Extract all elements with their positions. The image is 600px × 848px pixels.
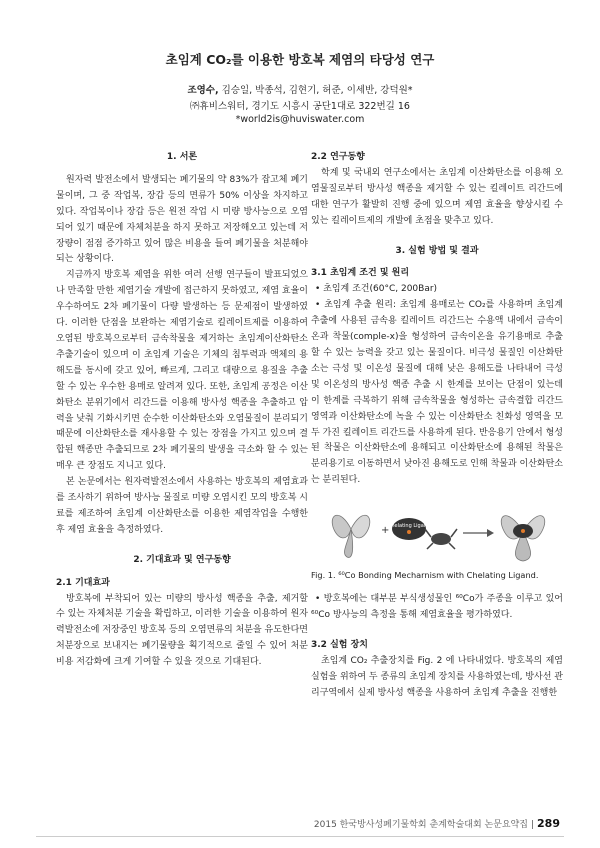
crab-complex-icon — [425, 529, 457, 549]
paragraph: 본 논문에서는 원자력발전소에서 사용하는 방호복의 제염효과를 조사하기 위하여 방사능 물질로 미량 오염시킨 모의 방호복 시료를 제조하여 초임계 이산화탄소를 이용한 제염작업을 수행한 후 제염 효율을 측정하였다. — [56, 477, 308, 535]
paragraph: 방호복에 부착되어 있는 미량의 방사성 핵종을 추출, 제거할 수 있는 자체처분 기술을 확립하고, 이러한 기술을 이용하여 원자력발전소에 저장중인 방호복 등의 오염면류의 처분을 유도한다면 처분장으로 보내지는 폐기물량을 획기적으로 줄일 수 있어 처분비용 저감화에 크게 기여할 수 있을 것으로 기대된다. — [56, 593, 308, 668]
footer-rule — [36, 836, 564, 837]
bullet-item: • 초임계 추출 원리: 초임계 용매로는 CO₂를 사용하며 초임계 추출에 사용된 금속용 킬레이트 리간드는 수용액 내에서 금속이온과 착물(comple-x)을 형성하여 금속이온을 유기용매로 추출할 수 있는 능력을 갖고 있는 물질이다. 비극성 물질인 이산화탄소는 극성 및 이온성 물질에 대해 낮은 용해도를 나타내어 극성 및 이온성의 방사성 핵종 추출 시 한계를 보이는 단점이 있는데 이 한계를 극복하기 위해 금속착물을 형성하는 금속결합 리간드 영역과 이산화탄소에 녹을 수 있는 이산화탄소 친화성 영역을 모두 가진 킬레이트 리간드를 사용하게 된다. 반응용기 안에서 형성된 착물은 이산화탄소에 용해되고 이산화탄소에 용해된 착물은 분리용기로 이동하면서 낮아진 용해도로 인해 착물과 이산화탄소는 분리된다. — [311, 300, 563, 486]
section-heading-intro: 1. 서론 — [166, 152, 198, 162]
subsection-heading: 2.1 기대효과 — [56, 577, 110, 588]
subsection-heading: 3.1 초임계 조건 및 원리 — [311, 268, 410, 279]
section-heading-methods: 3. 실험 방법 및 결과 — [395, 245, 479, 256]
section-heading-expected-effects: 2. 기대효과 및 연구동향 — [133, 554, 231, 565]
svg-text:+: + — [381, 525, 390, 537]
right-column — [311, 150, 563, 702]
chelating-ligand-icon — [388, 518, 430, 540]
bonded-complex-icon — [501, 516, 545, 561]
ligand-molecule-icon — [332, 515, 370, 557]
ligand-label: Chelating Ligand — [387, 523, 431, 530]
left-column — [56, 150, 308, 671]
paragraph: 지금까지 방호복 제염을 위한 여러 선행 연구들이 발표되었으나 만족할 만한 제염기술 개발에 접근하지 못하였고, 제염 효율이 우수하여도 2차 폐기물이 다량 발생하는 등 문제점이 발생하였다. 이러한 단점을 보완하는 제염기술로 킬레이트제를 이용하여 오염된 방호복으로부터 금속착물을 제거하는 초임계이산화탄소 추출기술이 있으며 이 초임계 기술은 기체의 침투력과 액체의 용해도를 동시에 갖고 있어, 빠르게, 그리고 대량으로 용질을 추출할 수 있는 우수한 용매로 알려져 있다. 또한, 초임계 공정은 이산화탄소 분위기에서 리간드를 이용해 방사성 핵종을 추출하고 압력을 낮춰 기화시키면 순수한 이산화탄소와 오염물질이 분리되기 때문에 이산화탄소를 재사용할 수 있는 장점을 가지고 있으며 결합된 핵종만 추출되므로 2차 폐기물의 발생을 극소화 할 수 있는 매우 큰 장점도 지니고 있다. — [56, 270, 308, 472]
page-number: 289 — [537, 817, 560, 830]
paper-title: 초임계 CO₂를 이용한 방호복 제염의 타당성 연구 — [165, 52, 435, 67]
lead-author: 조영수, — [187, 85, 219, 96]
subsection-heading: 2.2 연구동향 — [311, 152, 365, 162]
paragraph: 원자력 발전소에서 발생되는 폐기물의 약 83%가 잡고체 폐기물이며, 그 중 작업복, 장갑 등의 면류가 50% 이상을 차지하고 있다. 작업복이나 장갑 등은 원전 작업 시 미량 방사능으로 오염되어 있기 때문에 자체처분을 하지 못하고 저장해오고 있는데 저장량이 점점 증가하고 있어 많은 비용을 들여 폐기물을 처분해야 되는 상황이다. — [56, 174, 308, 265]
figure-caption: Fig. 1. ⁶⁰Co Bonding Mecharnism with Chelating Ligand. — [311, 570, 539, 581]
bullet-item: • 방호복에는 대부분 부식생성물인 ⁶⁰Co가 주종을 이루고 있어 ⁶⁰Co 방사능의 측정을 통해 제염효율을 평가하였다. — [311, 594, 563, 621]
affiliation: ㈜휴비스워터, 경기도 시흥시 공단1대로 322번길 16 — [190, 101, 410, 112]
paragraph: 초임계 CO₂ 추출장치를 Fig. 2 에 나타내었다. 방호복의 제염 실험을 위하여 두 종류의 초임계 장치를 사용하였는데, 방사선 관리구역에서 실제 방사성 핵종을 사용하여 초임계 추출을 진행한 — [311, 655, 563, 698]
arrow-right-icon — [463, 529, 494, 537]
author-list — [0, 82, 600, 96]
chelation-illustration — [311, 499, 563, 565]
bullet-item: • 초임계 조건(60°C, 200Bar) — [315, 284, 438, 295]
figure-1 — [311, 499, 563, 565]
page-footer — [314, 817, 560, 830]
corresponding-email: *world2is@huviswater.com — [235, 114, 365, 125]
co-authors: 김승일, 박종석, 김현기, 허준, 이세반, 강덕원* — [218, 85, 413, 96]
paragraph: 학계 및 국내외 연구소에서는 초임계 이산화탄소를 이용해 오염물질로부터 방사성 핵종을 제거할 수 있는 킬레이트 리간드에 대한 연구가 활발히 진행 중에 있으며 제염 효율을 향상시킬 수 있는 킬레이트제의 개발에 초점을 맞추고 있다. — [311, 167, 563, 226]
conference-name: 2015 한국방사성폐기물학회 춘계학술대회 논문요약집 — [313, 820, 528, 830]
subsection-heading: 3.2 실험 장치 — [311, 639, 368, 650]
footer-separator: | — [530, 820, 535, 830]
